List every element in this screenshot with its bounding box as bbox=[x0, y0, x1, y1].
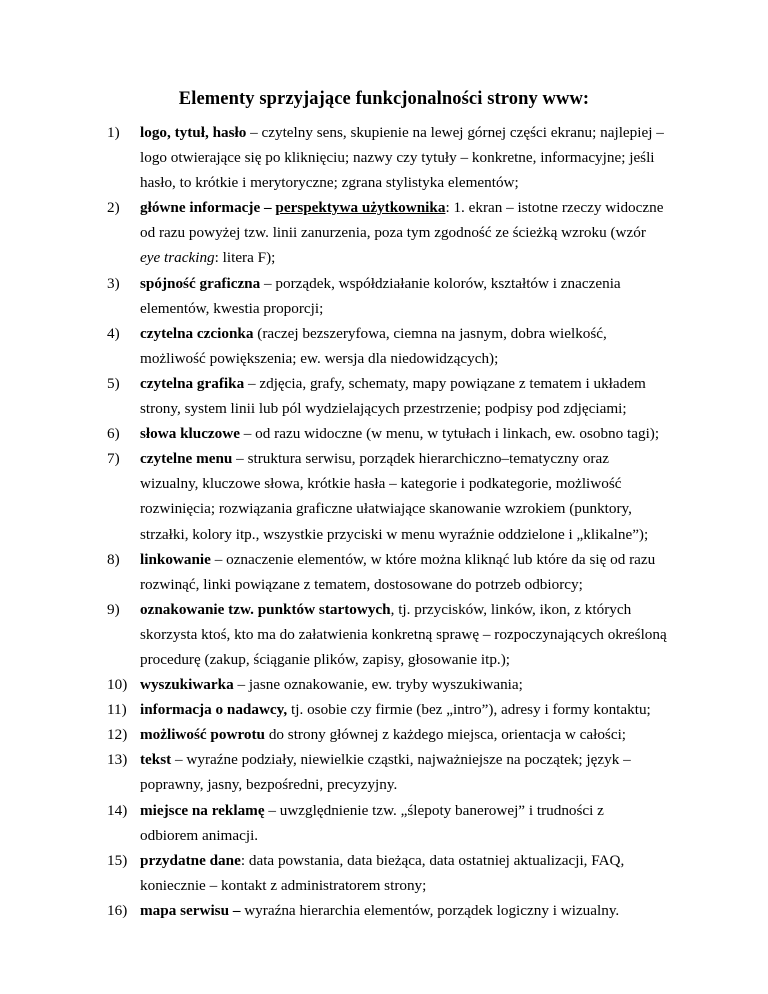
item-text: możliwość powiększenia; ew. wersja dla niedowidzących); bbox=[140, 349, 499, 367]
item-number: 13) bbox=[107, 751, 128, 769]
item-keyword: czytelna grafika bbox=[140, 374, 245, 392]
item-number: 7) bbox=[107, 450, 120, 468]
item-text: do strony głównej z każdego miejsca, orientacja w całości; bbox=[265, 726, 627, 744]
item-keyword-underlined: perspektywa użytkownika bbox=[275, 199, 446, 217]
item-text: – uwzględnienie tzw. „ślepoty banerowej” i trudności z bbox=[264, 801, 604, 819]
item-text: wizualny, kluczowe słowa, krótkie hasła – kategorie i podkategorie, możliwość bbox=[140, 475, 622, 493]
list-item bbox=[107, 898, 707, 923]
item-text: strony, system linii lub pól wydzielających przestrzenie; podpisy pod zdjęciami; bbox=[140, 400, 627, 418]
item-keyword: linkowanie bbox=[140, 550, 211, 568]
item-number: 14) bbox=[107, 801, 128, 819]
item-keyword: spójność graficzna bbox=[140, 274, 261, 292]
item-text: rozwinięcia; rozwiązania graficzne ułatwiające skanowanie wzrokiem (punktory, bbox=[140, 500, 632, 518]
item-number: 6) bbox=[107, 425, 120, 443]
item-number: 15) bbox=[107, 851, 128, 869]
item-text: procedurę (zakup, ściąganie plików, zapisy, głosowanie itp.); bbox=[140, 650, 511, 668]
item-text: – zdjęcia, grafy, schematy, mapy powiązane z tematem i układem bbox=[244, 374, 646, 392]
item-text: poprawny, jasny, bezpośredni, precyzyjny. bbox=[140, 776, 398, 794]
item-keyword: wyszukiwarka bbox=[140, 676, 234, 694]
item-text: hasło, to krótkie i merytoryczne; zgrana stylistyka elementów; bbox=[140, 174, 519, 192]
item-number: 11) bbox=[107, 701, 127, 719]
list-item bbox=[107, 697, 707, 722]
item-number: 1) bbox=[107, 124, 120, 141]
item-text: od razu powyżej tzw. linii zanurzenia, poza tym zgodność ze ścieżką wzroku (wzór bbox=[140, 224, 646, 242]
item-keyword: logo, tytuł, hasło bbox=[140, 124, 247, 141]
list-item bbox=[107, 672, 707, 697]
item-number: 10) bbox=[107, 676, 128, 694]
item-number: 5) bbox=[107, 374, 120, 392]
item-keyword: mapa serwisu – bbox=[140, 901, 245, 919]
item-number: 8) bbox=[107, 550, 120, 568]
item-text: elementów, kwestia proporcji; bbox=[140, 299, 324, 317]
item-text: – jasne oznakowanie, ew. tryby wyszukiwania; bbox=[233, 676, 523, 694]
item-text: : 1. ekran – istotne rzeczy widoczne bbox=[445, 199, 664, 217]
list-item bbox=[107, 371, 707, 421]
item-number: 3) bbox=[107, 274, 120, 292]
list-item bbox=[107, 446, 707, 546]
item-keyword: miejsce na reklamę bbox=[140, 801, 265, 819]
item-text: : data powstania, data bieżąca, data ostatniej aktualizacji, FAQ, bbox=[240, 851, 625, 869]
item-keyword: możliwość powrotu bbox=[140, 726, 266, 744]
item-text: – wyraźne podziały, niewielkie cząstki, najważniejsze na początek; język – bbox=[171, 751, 631, 769]
item-text: skorzysta ktoś, kto ma do załatwienia konkretną sprawę – rozpoczynających określoną bbox=[140, 625, 667, 643]
item-text: – od razu widoczne (w menu, w tytułach i linkach, ew. osobno tagi); bbox=[239, 425, 660, 443]
item-number: 4) bbox=[107, 324, 120, 342]
item-text: logo otwierające się po kliknięciu; nazwy czy tytuły – konkretne, informacyjne; jeśli bbox=[140, 149, 655, 167]
list-item bbox=[107, 120, 707, 195]
item-text: strzałki, kolory itp., wszystkie przyciski w menu wyraźnie oddzielone i „klikalne”); bbox=[140, 525, 649, 543]
list-item bbox=[107, 271, 707, 321]
item-number: 9) bbox=[107, 600, 120, 618]
list-item bbox=[107, 321, 707, 371]
item-text: tj. osobie czy firmie (bez „intro”), adresy i formy kontaktu; bbox=[287, 701, 651, 719]
item-keyword: informacja o nadawcy, bbox=[140, 701, 288, 719]
item-keyword: tekst bbox=[140, 751, 172, 769]
list-item bbox=[107, 848, 707, 898]
item-text: – czytelny sens, skupienie na lewej górnej części ekranu; najlepiej – bbox=[246, 124, 664, 141]
list-item bbox=[107, 798, 707, 848]
item-keyword: czytelna czcionka bbox=[140, 324, 254, 342]
item-text: – porządek, współdziałanie kolorów, kształtów i znaczenia bbox=[260, 274, 621, 292]
item-text-italic: eye tracking bbox=[140, 249, 215, 267]
item-text: (raczej bezszeryfowa, ciemna na jasnym, dobra wielkość, bbox=[253, 324, 607, 342]
list-item bbox=[107, 195, 707, 270]
item-number: 16) bbox=[107, 901, 128, 919]
item-text: odbiorem animacji. bbox=[140, 826, 259, 844]
item-text: : litera F); bbox=[214, 249, 276, 267]
item-keyword: oznakowanie tzw. punktów startowych bbox=[140, 600, 391, 618]
item-text: koniecznie – kontakt z administratorem strony; bbox=[140, 876, 427, 894]
item-text: rozwinąć, linki powiązane z tematem, dostosowane do potrzeb odbiorcy; bbox=[140, 575, 583, 593]
page-title: Elementy sprzyjające funkcjonalności strony www: bbox=[178, 89, 590, 109]
item-keyword: czytelne menu bbox=[140, 450, 233, 468]
list-item bbox=[107, 547, 707, 597]
item-text: , tj. przycisków, linków, ikon, z których bbox=[390, 600, 632, 618]
item-keyword: główne informacje – bbox=[140, 199, 276, 217]
item-keyword: przydatne dane bbox=[140, 851, 241, 869]
list-item bbox=[107, 421, 707, 446]
item-text: – oznaczenie elementów, w które można kliknąć lub które da się od razu bbox=[210, 550, 656, 568]
item-keyword: słowa kluczowe bbox=[140, 425, 240, 443]
list-item bbox=[107, 597, 707, 672]
item-text: – struktura serwisu, porządek hierarchiczno–tematyczny oraz bbox=[232, 450, 609, 468]
item-number: 2) bbox=[107, 199, 120, 217]
list-item bbox=[107, 722, 707, 747]
item-text: wyraźna hierarchia elementów, porządek logiczny i wizualny. bbox=[244, 901, 620, 919]
list-item bbox=[107, 747, 707, 797]
criteria-list bbox=[107, 120, 707, 923]
item-number: 12) bbox=[107, 726, 128, 744]
